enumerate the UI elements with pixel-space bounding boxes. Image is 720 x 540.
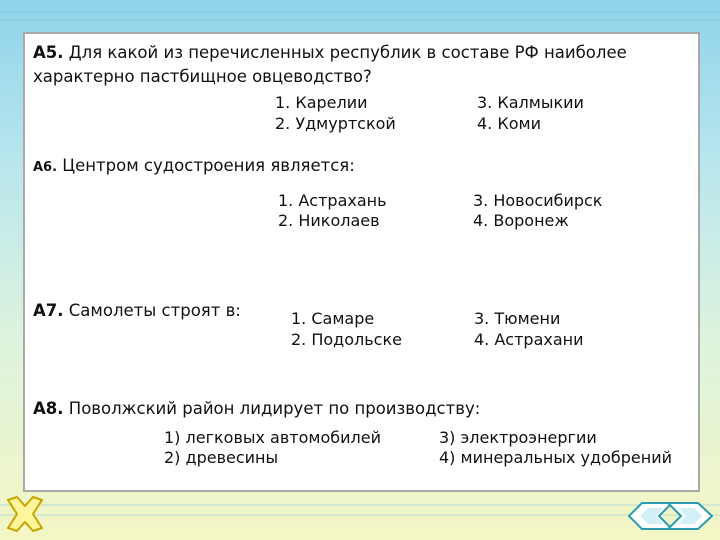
question-text: Самолеты строят в: [68,301,241,320]
question-text: Для какой из перечисленных республик в составе РФ наиболее [68,43,627,62]
option-a6-2: 2. Николаев [278,211,380,230]
option-a5-1: 1. Карелии [275,93,368,112]
question-a6 [33,155,355,179]
option-a8-2: 2) древесины [164,448,279,467]
option-a7-3: 3. Тюмени [474,309,561,328]
question-number: А8. [33,399,64,418]
option-a6-1: 1. Астрахань [278,191,387,210]
question-a7 [33,300,241,322]
question-a5-line2: характерно пастбищное овцеводство? [33,67,372,86]
option-a5-3: 3. Калмыкии [477,93,584,112]
close-icon[interactable] [2,494,48,534]
slide-content-card [23,32,700,492]
question-text: Поволжский район лидирует по производству: [68,399,481,418]
option-a8-1: 1) легковых автомобилей [164,428,381,447]
option-a6-4: 4. Воронеж [473,211,569,230]
option-a8-3: 3) электроэнергии [439,428,597,447]
option-a7-2: 2. Подольске [291,330,402,349]
option-a5-4: 4. Коми [477,114,541,133]
question-number: А7. [33,301,64,320]
option-a5-2: 2. Удмуртской [275,114,396,133]
arrow-right-icon[interactable] [664,499,716,533]
question-a8 [33,398,480,420]
question-text: Центром судостроения является: [62,156,355,175]
question-a5 [33,42,627,64]
option-a6-3: 3. Новосибирск [473,191,603,210]
question-number: А5. [33,43,64,62]
question-number: А6. [33,160,58,175]
option-a7-1: 1. Самаре [291,309,375,328]
option-a7-4: 4. Астрахани [474,330,584,349]
option-a8-4: 4) минеральных удобрений [439,448,672,467]
